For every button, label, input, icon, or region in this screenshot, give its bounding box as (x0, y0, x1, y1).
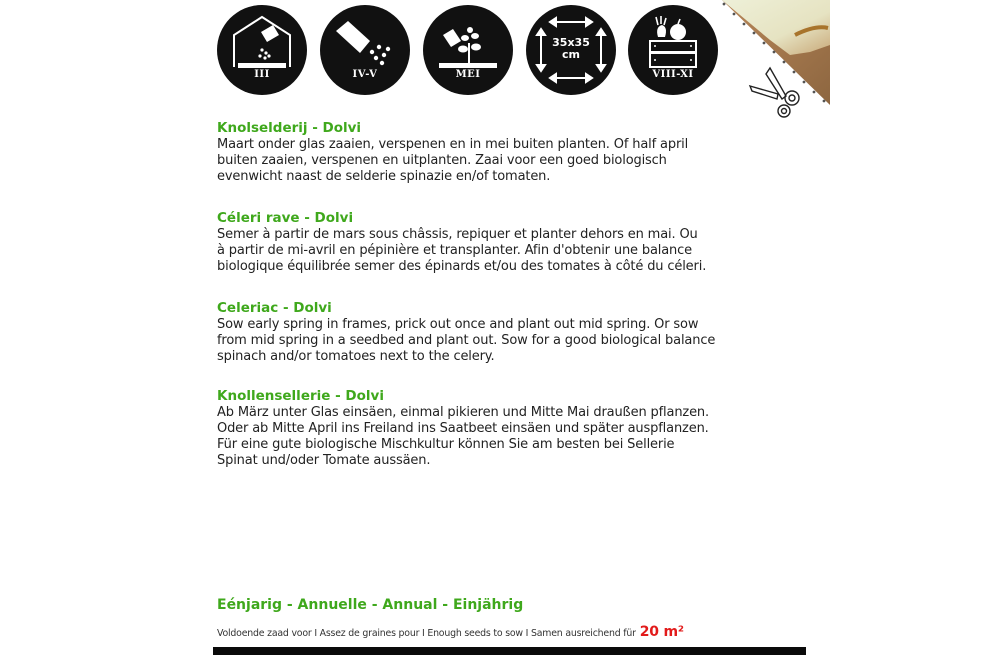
body-line: Semer à partir de mars sous châssis, repiquer et planter dehors en mai. Ou (217, 227, 698, 242)
seed-quantity (217, 624, 684, 640)
spacing-unit: cm (562, 48, 580, 61)
product-photo-corner (700, 0, 830, 120)
section-title: Knolselderij - Dolvi (217, 120, 362, 136)
section-body (217, 137, 802, 185)
body-line: Spinat und/oder Tomate aussäen. (217, 453, 431, 468)
section-title: Celeriac - Dolvi (217, 300, 332, 316)
seed-quantity-text: Voldoende zaad voor I Assez de graines pour I Enough seeds to sow I Samen ausreichend für (217, 628, 636, 639)
bottom-bar (213, 647, 806, 655)
body-line: Ab März unter Glas einsäen, einmal pikieren und Mitte Mai draußen pflanzen. (217, 405, 710, 420)
body-line: Oder ab Mitte April ins Freiland ins Saatbeet einsäen und später auspflanzen. (217, 421, 709, 436)
spacing-icon (526, 5, 616, 95)
body-line: buiten zaaien, verspenen en uitplanten. Zaai voor een goed biologisch (217, 153, 667, 168)
scissors-icon (748, 66, 806, 118)
section-dutch (217, 120, 802, 185)
section-title: Céleri rave - Dolvi (217, 210, 354, 226)
body-line: spinach and/or tomatoes next to the celery. (217, 349, 495, 364)
body-line: Für eine gute biologische Mischkultur können Sie am besten bei Sellerie (217, 437, 675, 452)
body-line: Maart onder glas zaaien, verspenen en in mei buiten planten. Of half april (217, 137, 689, 152)
section-body (217, 405, 802, 469)
body-line: from mid spring in a seedbed and plant out. Sow for a good biological balance (217, 333, 716, 348)
sow-under-glass-icon (217, 5, 307, 95)
section-title: Knollensellerie - Dolvi (217, 388, 384, 404)
body-line: evenwicht naast de selderie spinazie en/of tomaten. (217, 169, 551, 184)
body-line: biologique équilibrée semer des épinards et/ou des tomates à côté du céleri. (217, 259, 707, 274)
section-english (217, 300, 802, 365)
body-line: à partir de mi-avril en pépinière et transplanter. Afin d'obtenir une balance (217, 243, 692, 258)
spacing-value: 35x35 (552, 36, 590, 49)
sow-outdoors-icon (320, 5, 410, 95)
section-german (217, 388, 802, 469)
harvest-icon (628, 5, 718, 95)
icon-label: VIII-XI (652, 69, 694, 80)
section-body (217, 227, 802, 275)
icon-label: III (254, 69, 270, 80)
section-body (217, 317, 802, 365)
icon-label: IV-V (352, 69, 378, 80)
section-french (217, 210, 802, 275)
body-line: Sow early spring in frames, prick out once and plant out mid spring. Or sow (217, 317, 699, 332)
seed-area: 20 m² (639, 624, 684, 640)
icon-label: MEI (455, 69, 481, 80)
plant-out-icon (423, 5, 513, 95)
annual-label: Eénjarig - Annuelle - Annual - Einjährig (217, 597, 524, 613)
